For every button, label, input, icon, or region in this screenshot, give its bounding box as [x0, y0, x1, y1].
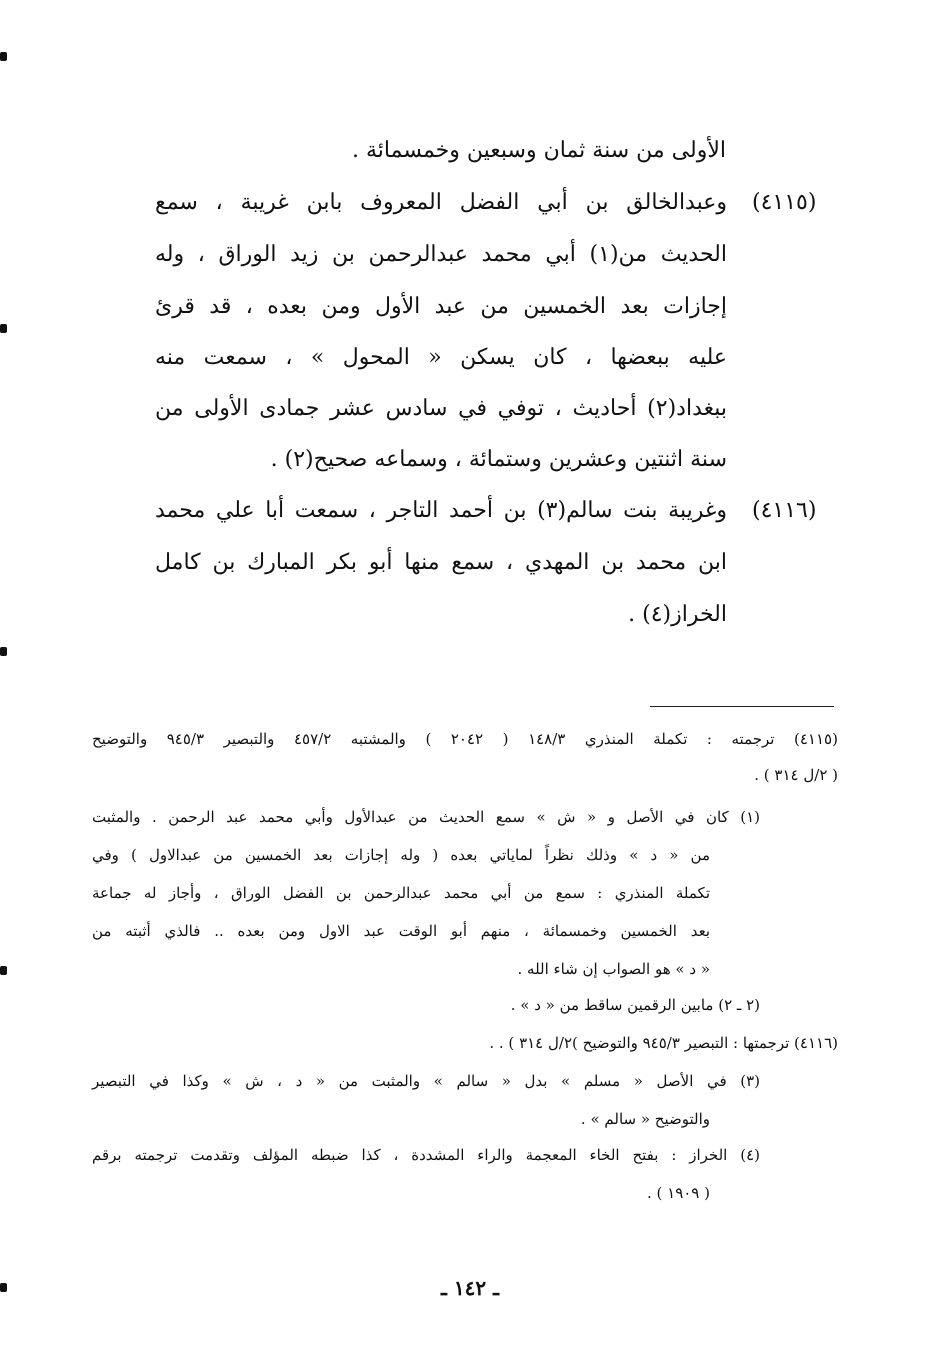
footnote-line: (٤) الخراز : بفتح الخاء المعجمة والراء المشددة ، كذا ضبطه المؤلف وتقدمت ترجمته برقم — [92, 1146, 760, 1164]
footnote-line: ( ٢/ل ٣١٤ ) . — [754, 766, 838, 784]
margin-mark — [0, 647, 7, 656]
margin-mark — [0, 966, 7, 975]
body-line: الخراز(٤) . — [628, 602, 727, 627]
entry-number: (٤١١٦) — [752, 498, 817, 523]
footnote-line: « د » هو الصواب إن شاء الله . — [517, 960, 710, 978]
body-line: ابن محمد بن المهدي ، سمع منها أبو بكر المبارك بن كامل — [155, 550, 727, 575]
body-line: الأولى من سنة ثمان وسبعين وخمسمائة . — [352, 138, 726, 163]
body-line: إجازات بعد الخمسين من عبد الأول ومن بعده ، قد قرئ — [155, 294, 727, 319]
footnote-line: بعد الخمسين وخمسمائة ، منهم أبو الوقت عبد الاول ومن بعده .. فالذي أثبته من — [92, 922, 710, 940]
body-line: وعبدالخالق بن أبي الفضل المعروف بابن غريبة ، سمع — [155, 190, 727, 215]
margin-mark — [0, 1283, 7, 1292]
footnote-line: (٣) في الأصل « مسلم » بدل « سالم » والمثبت من « د ، ش » وكذا في التبصير — [92, 1072, 760, 1090]
footnote-line: (٢ ـ ٢) مابين الرقمين ساقط من « د » . — [510, 996, 760, 1014]
footnote-line: تكملة المنذري : سمع من أبي محمد عبدالرحمن بن الفضل الوراق ، وأجاز له جماعة — [92, 884, 710, 902]
footnote-line: ( ١٩٠٩ ) . — [646, 1184, 710, 1202]
body-line: ببغداد(٢) أحاديث ، توفي في سادس عشر جمادى الأولى من — [155, 396, 727, 421]
body-line: وغريبة بنت سالم(٣) بن أحمد التاجر ، سمعت أبا علي محمد — [155, 498, 727, 523]
footnote-line: والتوضيح « سالم » . — [580, 1110, 710, 1128]
footnote-rule — [650, 706, 834, 707]
footnote-line: من « د » وذلك نظراً لماياتي بعده ( وله إجازات بعد الخمسين من عبدالاول ) وفي — [92, 846, 710, 864]
entry-number: (٤١١٥) — [752, 190, 817, 215]
page-number: ـ ١٤٢ ـ — [441, 1276, 499, 1300]
footnote-line: (٤١١٦) ترجمتها : التبصير ٩٤٥/٣ والتوضيح )٢/ل ٣١٤ ) . . — [489, 1034, 838, 1052]
body-line: الحديث من(١) أبي محمد عبدالرحمن بن زيد الوراق ، وله — [155, 242, 727, 267]
body-line: عليه ببعضها ، كان يسكن « المحول » ، سمعت منه — [155, 345, 727, 370]
footnote-line: (٤١١٥) ترجمته : تكملة المنذري ١٤٨/٣ ( ٢٠٤٢ ) والمشتبه ٤٥٧/٢ والتبصير ٩٤٥/٣ والتوضيح — [92, 730, 838, 748]
margin-mark — [0, 324, 7, 333]
footnote-line: (١) كان في الأصل و « ش » سمع الحديث من عبدالأول وأبي محمد عبد الرحمن . والمثبت — [92, 808, 760, 826]
margin-mark — [0, 52, 7, 61]
body-line: سنة اثنتين وعشرين وستمائة ، وسماعه صحيح(٢) . — [270, 447, 727, 472]
